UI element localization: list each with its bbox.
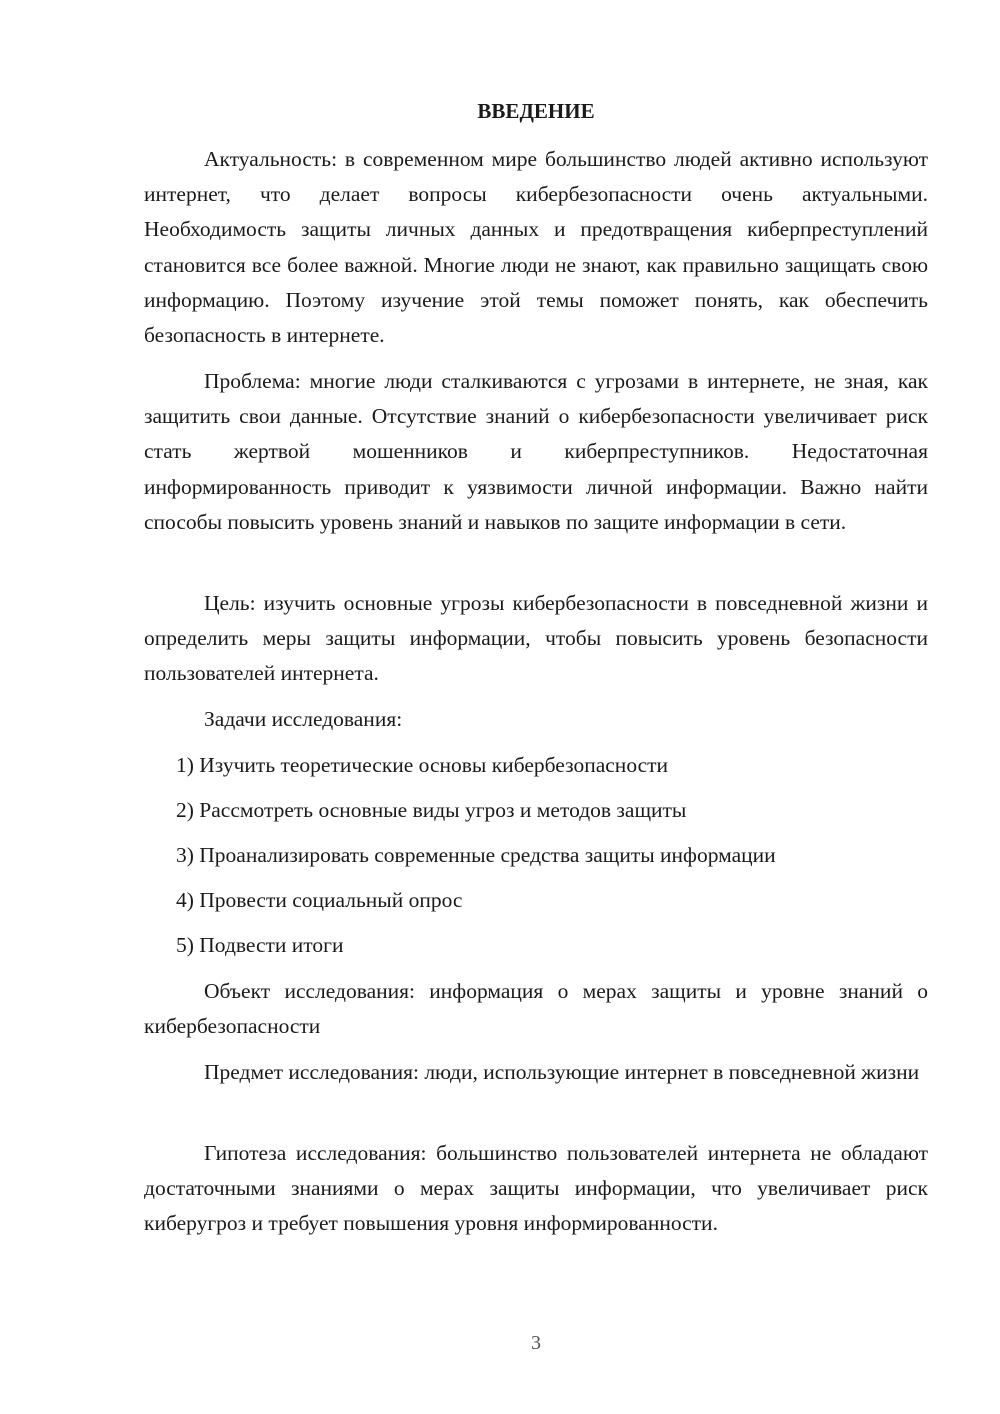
hypothesis-paragraph: Гипотеза исследования: большинство пользователей интернета не обладают достаточными знаниями о мерах защиты информации, что увеличивает риск киберугроз и требует повышения уровня информированности.	[144, 1141, 928, 1236]
subject-paragraph: Предмет исследования: люди, использующие интернет в повседневной жизни	[204, 1060, 920, 1084]
document-page	[144, 0, 928, 1414]
goal-paragraph-block	[144, 586, 928, 692]
task-list-item-3: 3) Проанализировать современные средства защиты информации	[176, 843, 776, 867]
problem-paragraph: Проблема: многие люди сталкиваются с угрозами в интернете, не зная, как защитить свои данные. Отсутствие знаний о кибербезопасности увеличивает риск стать жертвой мошенников и киберпреступников. Недостаточная информированность приводит к уязвимости личной информации. Важно найти способы повысить уровень знаний и навыков по защите информации в сети.	[144, 369, 928, 534]
relevance-paragraph: Актуальность: в современном мире большинство людей активно используют интернет, что делает вопросы кибербезопасности очень актуальными. Необходимость защиты личных данных и предотвращения киберпреступлений становится все более важной. Многие люди не знают, как правильно защищать свою информацию. Поэтому изучение этой темы поможет понять, как обеспечить безопасность в интернете.	[144, 147, 928, 348]
problem-paragraph-block	[144, 364, 928, 540]
object-paragraph: Объект исследования: информация о мерах защиты и уровне знаний о кибербезопасности	[144, 979, 928, 1039]
task-list-item-2: 2) Рассмотреть основные виды угроз и методов защиты	[176, 798, 687, 822]
goal-paragraph: Цель: изучить основные угрозы кибербезопасности в повседневной жизни и определить меры защиты информации, чтобы повысить уровень безопасности пользователей интернета.	[144, 591, 928, 686]
task-list-item-5: 5) Подвести итоги	[176, 933, 344, 957]
object-paragraph-block	[144, 974, 928, 1044]
tasks-heading: Задачи исследования:	[204, 707, 403, 731]
page-number: 3	[531, 1332, 541, 1354]
hypothesis-paragraph-block	[144, 1136, 928, 1242]
tasks-heading-block	[144, 702, 928, 737]
task-list-item-1: 1) Изучить теоретические основы кибербезопасности	[176, 753, 669, 777]
subject-paragraph-block	[144, 1055, 928, 1090]
task-list-item-4: 4) Провести социальный опрос	[176, 888, 463, 912]
relevance-paragraph-block	[144, 142, 928, 353]
page-title: ВВЕДЕНИЕ	[477, 99, 595, 123]
